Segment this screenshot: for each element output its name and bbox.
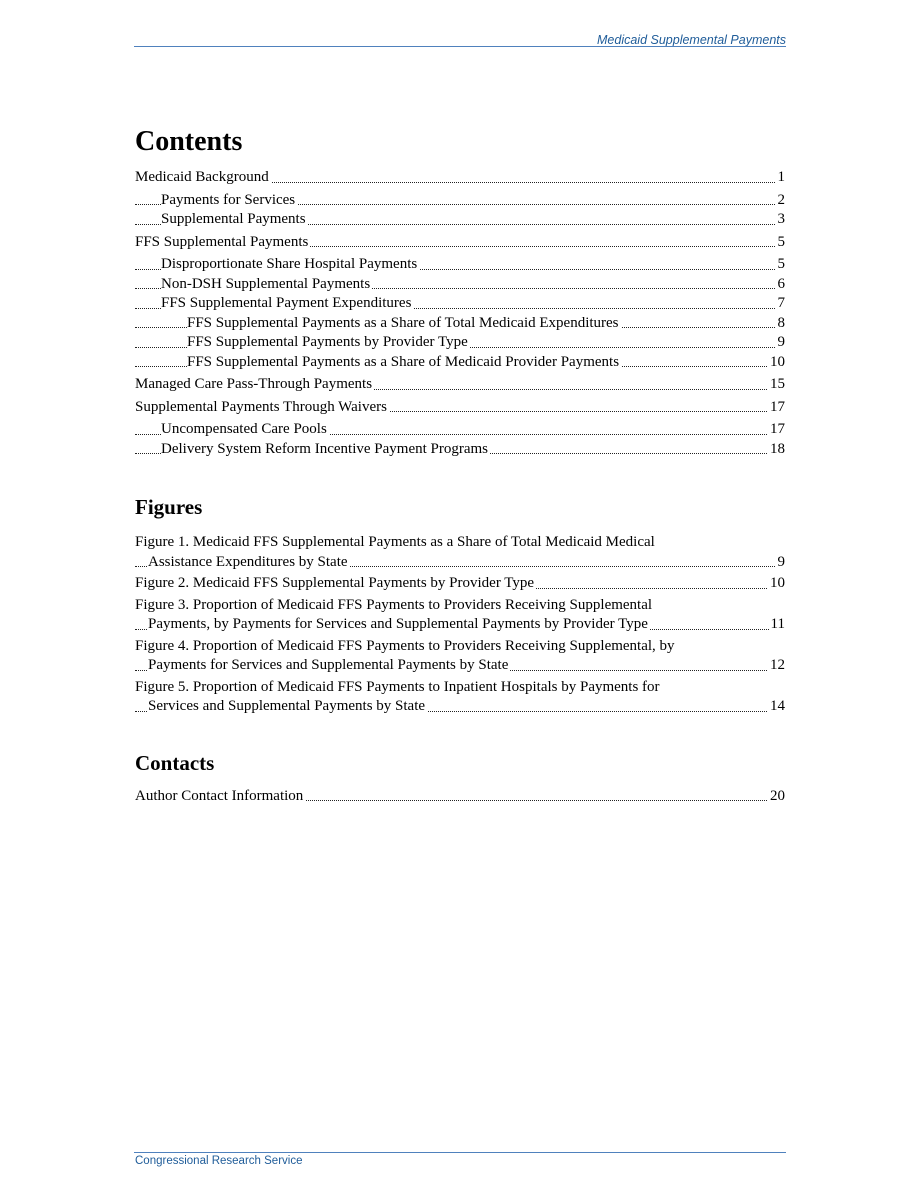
figure-entry-continuation <box>135 656 785 676</box>
figure-page-number: 9 <box>776 553 786 573</box>
toc-page-number: 2 <box>776 191 786 211</box>
toc-entry-supplemental-payments[interactable] <box>135 210 785 230</box>
toc-entry-share-of-total-expenditures[interactable] <box>135 314 785 334</box>
figure-entry-4[interactable] <box>135 637 785 676</box>
figure-entry-label: Payments, by Payments for Services and Supplemental Payments by Provider Type <box>148 616 648 632</box>
figure-page-number: 12 <box>768 656 785 676</box>
toc-entry-label: Disproportionate Share Hospital Payments <box>161 256 418 272</box>
running-header: Medicaid Supplemental Payments <box>597 33 786 47</box>
toc-entry-label: FFS Supplemental Payments <box>135 233 309 250</box>
figure-page-number: 14 <box>768 697 785 717</box>
toc-entry-label: Managed Care Pass-Through Payments <box>135 376 373 392</box>
toc-page-number: 18 <box>768 440 785 460</box>
figure-page-number: 11 <box>769 615 785 635</box>
figure-page-number: 10 <box>768 574 785 594</box>
toc-entry-label: Medicaid Background <box>135 169 269 185</box>
toc-entry-dsh-payments[interactable] <box>135 255 785 275</box>
toc-entry-label: FFS Supplemental Payment Expenditures <box>161 295 412 311</box>
table-of-contents <box>135 124 785 806</box>
toc-page-number: 20 <box>768 787 785 807</box>
toc-page-number: 5 <box>776 255 786 275</box>
figure-entry-3[interactable] <box>135 596 785 635</box>
toc-entry-label: Author Contact Information <box>135 787 304 804</box>
toc-entry-share-of-provider-payments[interactable] <box>135 353 785 373</box>
toc-entry-by-provider-type[interactable] <box>135 333 785 353</box>
toc-entry-label: FFS Supplemental Payments as a Share of Medicaid Provider Payments <box>187 353 620 370</box>
toc-entry-ffs-supplemental-payments[interactable] <box>135 233 785 253</box>
figure-entry-label: Payments for Services and Supplemental Payments by State <box>148 657 509 673</box>
figure-entry-title: Figure 3. Proportion of Medicaid FFS Payments to Providers Receiving Supplemental <box>135 596 653 613</box>
figure-entry-continuation <box>135 553 785 573</box>
toc-entry-label: Payments for Services <box>161 191 296 208</box>
toc-page-number: 1 <box>776 168 786 188</box>
figure-entry-title: Figure 5. Proportion of Medicaid FFS Payments to Inpatient Hospitals by Payments for <box>135 678 660 695</box>
toc-entry-payments-for-services[interactable] <box>135 191 785 211</box>
toc-entry-managed-care-pass-through[interactable] <box>135 375 785 395</box>
figures-heading: Figures <box>135 495 203 519</box>
figure-entry-1[interactable] <box>135 533 785 572</box>
section-spacer <box>135 459 785 493</box>
figure-entry-label: Services and Supplemental Payments by State <box>148 698 426 714</box>
toc-entry-medicaid-background[interactable] <box>135 168 785 188</box>
toc-page-number: 10 <box>768 353 785 373</box>
figure-entry-title: Figure 4. Proportion of Medicaid FFS Payments to Providers Receiving Supplemental, by <box>135 637 675 654</box>
toc-page-number: 3 <box>776 210 786 230</box>
toc-entry-label: Delivery System Reform Incentive Payment Programs <box>161 440 489 457</box>
figure-entry-continuation <box>135 615 785 635</box>
figure-entry-title: Figure 1. Medicaid FFS Supplemental Payments as a Share of Total Medicaid Medical <box>135 534 655 550</box>
footer-divider <box>134 1152 786 1153</box>
toc-page-number: 17 <box>768 398 785 418</box>
toc-entry-label: Supplemental Payments Through Waivers <box>135 398 387 415</box>
toc-entry-label: Non-DSH Supplemental Payments <box>161 275 371 292</box>
toc-entry-non-dsh-payments[interactable] <box>135 275 785 295</box>
figure-entry-label: Figure 2. Medicaid FFS Supplemental Payments by Provider Type <box>135 575 535 591</box>
toc-entry-label: Uncompensated Care Pools <box>161 421 327 437</box>
toc-page-number: 17 <box>768 420 785 440</box>
toc-entry-label: FFS Supplemental Payments by Provider Type <box>187 334 468 350</box>
toc-page-number: 6 <box>776 275 786 295</box>
toc-entry-label: Supplemental Payments <box>161 211 306 227</box>
figure-entry-label: Assistance Expenditures by State <box>148 553 348 570</box>
toc-page-number: 9 <box>776 333 786 353</box>
contacts-heading: Contacts <box>135 750 215 775</box>
figure-entry-single-line <box>135 574 785 594</box>
toc-entry-through-waivers[interactable] <box>135 398 785 418</box>
toc-page-number: 5 <box>776 233 786 253</box>
section-spacer <box>135 717 785 749</box>
toc-entry-ffs-expenditures[interactable] <box>135 294 785 314</box>
figure-entry-continuation <box>135 697 785 717</box>
toc-entry-author-contact[interactable] <box>135 787 785 807</box>
running-footer: Congressional Research Service <box>135 1155 303 1167</box>
figure-entry-5[interactable] <box>135 678 785 717</box>
toc-page-number: 15 <box>768 375 785 395</box>
contents-heading: Contents <box>135 126 243 157</box>
toc-entry-uncompensated-care-pools[interactable] <box>135 420 785 440</box>
toc-page-number: 8 <box>776 314 786 334</box>
toc-entry-dsrip-programs[interactable] <box>135 440 785 460</box>
figure-entry-2[interactable] <box>135 574 785 594</box>
header-divider <box>134 46 786 47</box>
toc-page-number: 7 <box>776 294 786 314</box>
toc-entry-label: FFS Supplemental Payments as a Share of Total Medicaid Expenditures <box>187 314 619 331</box>
